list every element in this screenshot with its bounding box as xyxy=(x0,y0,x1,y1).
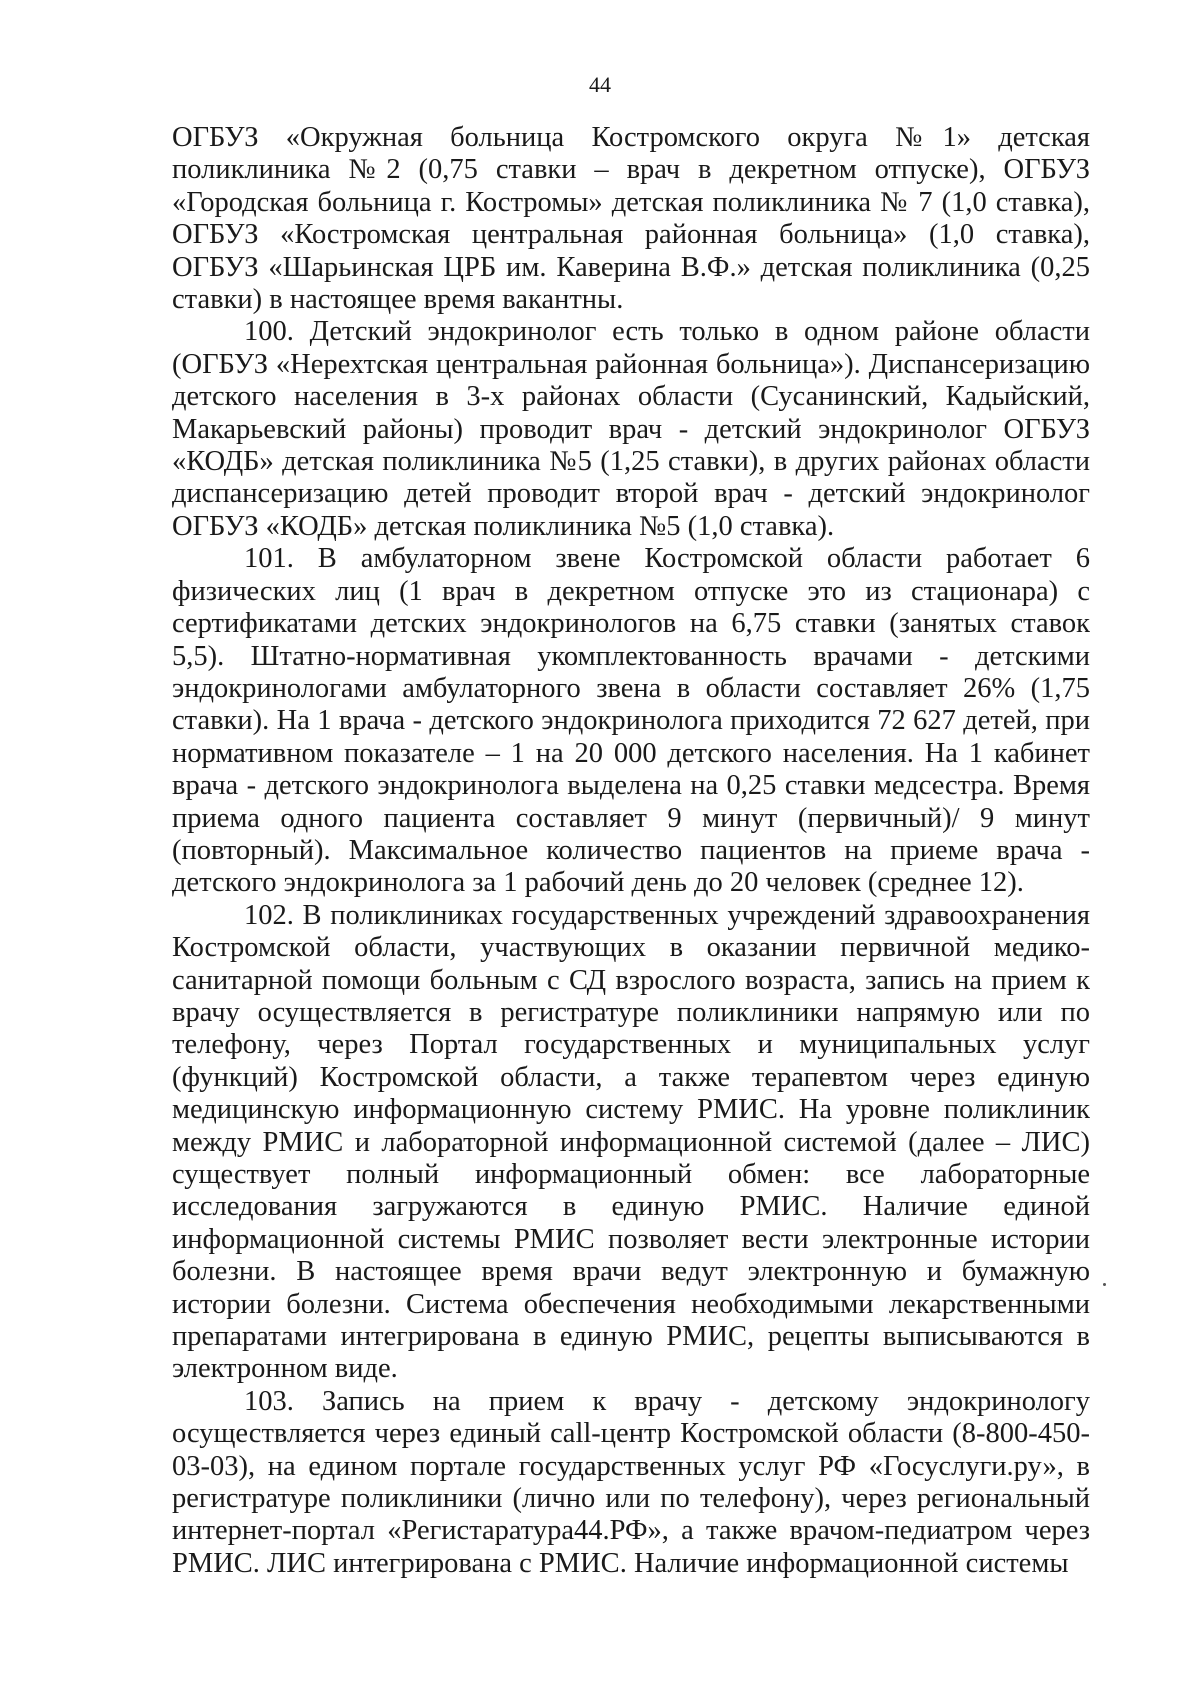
document-body xyxy=(172,122,1090,1580)
paragraph-100: 100. Детский эндокринолог есть только в одном районе области (ОГБУЗ «Нерехтская центральная районная больница»). Диспансеризацию детского населения в 3-х районах области (Сусанинский, Кадыйский, Макарьевский районы) проводит врач - детский эндокринолог ОГБУЗ «КОДБ» детская поликлиника №5 (1,25 ставки), в других районах области диспансеризацию детей проводит второй врач - детский эндокринолог ОГБУЗ «КОДБ» детская поликлиника №5 (1,0 ставка). xyxy=(172,316,1090,542)
page-number: 44 xyxy=(589,72,611,97)
paragraph-102: 102. В поликлиниках государственных учреждений здравоохранения Костромской области, участвующих в оказании первичной медико-санитарной помощи больным с СД взрослого возраста, запись на прием к врачу осуществляется в регистратуре поликлиники напрямую или по телефону, через Портал государственных и муниципальных услуг (функций) Костромской области, а также терапевтом через единую медицинскую информационную систему РМИС. На уровне поликлиник между РМИС и лабораторной информационной системой (далее – ЛИС) существует полный информационный обмен: все лабораторные исследования загружаются в единую РМИС. Наличие единой информационной системы РМИС позволяет вести электронные истории болезни. В настоящее время врачи ведут электронную и бумажную истории болезни. Система обеспечения необходимыми лекарственными препаратами интегрирована в единую РМИС, рецепты выписываются в электронном виде. xyxy=(172,899,1090,1385)
scan-speck xyxy=(1103,1283,1106,1286)
paragraph-continuation: ОГБУЗ «Окружная больница Костромского округа №1» детская поликлиника №2 (0,75 ставки – врач в декретном отпуске), ОГБУЗ «Городская больница г. Костромы» детская поликлиника № 7 (1,0 ставка), ОГБУЗ «Костромская центральная районная больница» (1,0 ставка), ОГБУЗ «Шарьинская ЦРБ им. Каверина В.Ф.» детская поликлиника (0,25 ставки) в настоящее время вакантны. xyxy=(172,122,1090,316)
paragraph-101: 101. В амбулаторном звене Костромской области работает 6 физических лиц (1 врач в декретном отпуске это из стационара) с сертификатами детских эндокринологов на 6,75 ставки (занятых ставок 5,5). Штатно-нормативная укомплектованность врачами - детскими эндокринологами амбулаторного звена в области составляет 26% (1,75 ставки). На 1 врача - детского эндокринолога приходится 72 627 детей, при нормативном показателе – 1 на 20 000 детского населения. На 1 кабинет врача - детского эндокринолога выделена на 0,25 ставки медсестра. Время приема одного пациента составляет 9 минут (первичный)/ 9 минут (повторный). Максимальное количество пациентов на приеме врача - детского эндокринолога за 1 рабочий день до 20 человек (среднее 12). xyxy=(172,543,1090,899)
paragraph-103: 103. Запись на прием к врачу - детскому эндокринологу осуществляется через единый call-центр Костромской области (8-800-450-03-03), на едином портале государственных услуг РФ «Госуслуги.ру», в регистратуре поликлиники (лично или по телефону), через региональный интернет-портал «Регистаратура44.РФ», а также врачом-педиатром через РМИС. ЛИС интегрирована с РМИС. Наличие информационной системы xyxy=(172,1385,1090,1579)
